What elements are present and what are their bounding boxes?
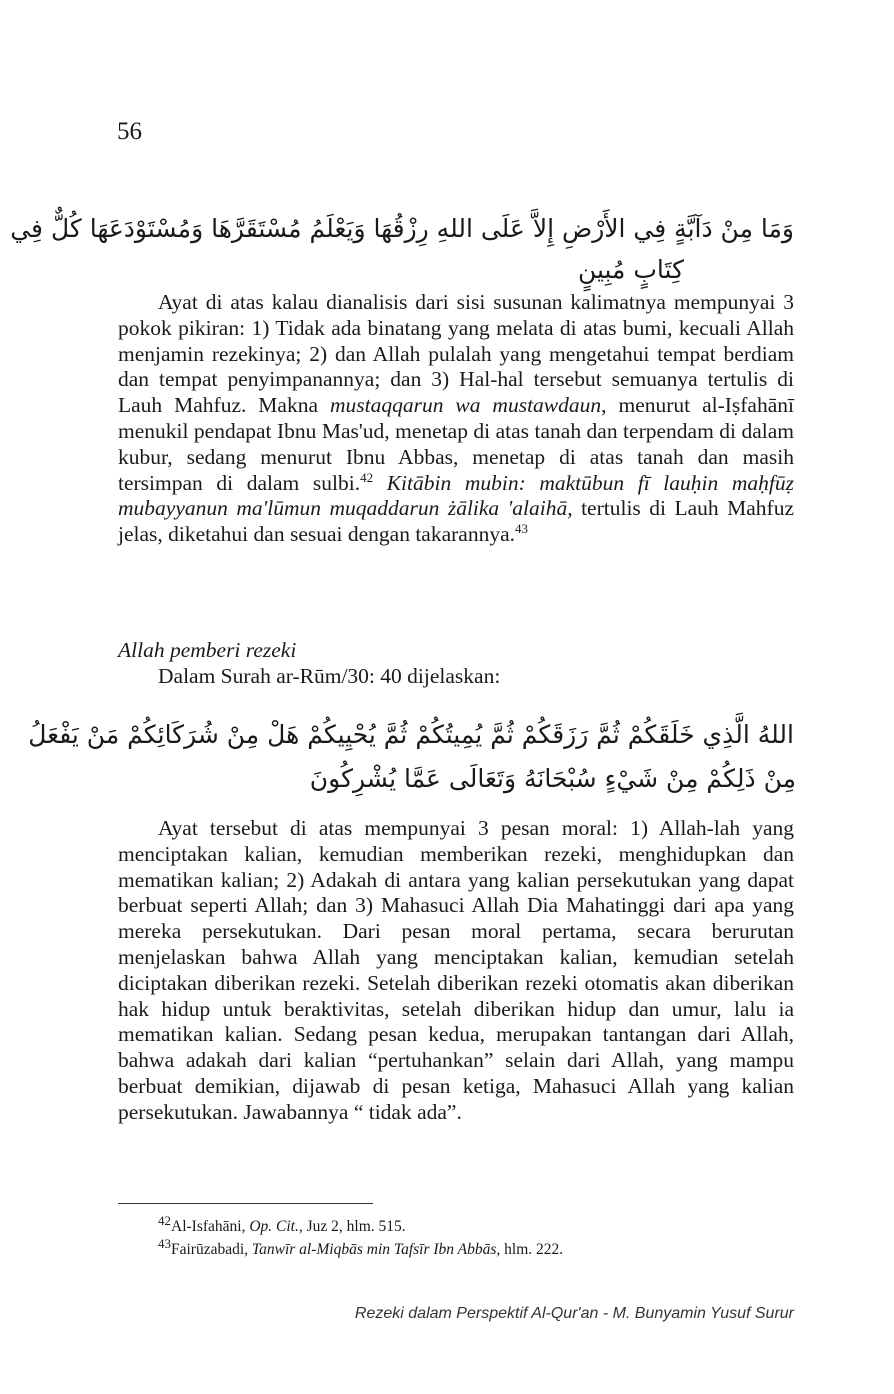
paragraph-1-text: Ayat di atas kalau dianalisis dari sisi susunan kalimatnya mempunyai 3 pokok pikiran: 1) Tidak ada binatang yang melata di atas bumi, kecuali Allah menjamin rezekinya; 2) dan Allah pulalah yang mengetahui tempat berdiam dan tempat penyimpanannya; dan 3) Hal-hal tersebut semuanya tertulis di Lauh Mahfuz. Makna	[118, 290, 794, 418]
footnote-43-citation: Tanwīr al-Miqbās min Tafsīr Ibn Abbās	[251, 1241, 497, 1258]
footnote-divider	[118, 1203, 373, 1204]
footnote-ref-43: 43	[515, 521, 529, 537]
footnote-ref-42: 42	[360, 469, 374, 485]
term-kitabin-mubin: Kitābin mubin: maktūbun fī lauḥin maḥfūẓ mubayyanun ma'lūmun muqaddarun żālika 'alaihā,	[118, 470, 794, 521]
footnote-number-43: 43	[158, 1235, 171, 1251]
arabic-verse-line-1: وَمَا مِنْ دَآبَّةٍ فِي الأَرْضِ إِلاَّ عَلَى اللهِ رِزْقُهَا وَيَعْلَمُ مُسْتَقَرَّهَا وَمُسْتَوْدَعَهَا كُلٌّ فِي	[10, 214, 794, 243]
footnote-42-text: Al-Isfahāni,	[171, 1218, 250, 1235]
paragraph-1-text-2: , menurut al-Iṣfahānī menukil pendapat Ibnu Mas'ud, menetap di atas tanah dan terpendam di dalam kubur, sedang menurut Ibnu Abbas, menetap di atas tanah dan masih tersimpan di dalam sulbi.	[118, 393, 794, 495]
section-heading: Allah pemberi rezeki	[118, 638, 297, 662]
footnote-42-page: , Juz 2, hlm. 515.	[298, 1218, 406, 1235]
paragraph-2-text: Ayat tersebut di atas mempunyai 3 pesan moral: 1) Allah-lah yang menciptakan kalian, kemudian memberikan rezeki, menghidupkan dan mematikan kalian; 2) Adakah di antara yang kalian persekutukan yang dapat berbuat seperti Allah; dan 3) Mahasuci Allah Dia Mahatinggi dari apa yang mereka persekutukan. Dari pesan moral pertama, secara berurutan menjelaskan bahwa Allah yang menciptakan kalian, kemudian setelah diciptakan diberikan rezeki. Setelah diberikan rezeki otomatis akan diberikan hak hidup untuk beraktivitas, setelah diberikan hidup dan umur, lalu ia mematikan kalian. Sedang pesan kedua, merupakan tantangan dari Allah, bahwa adakah dari kalian “pertuhankan” selain dari Allah, yang mampu berbuat demikian, dijawab di pesan ketiga, Mahasuci Allah yang kalian persekutukan. Jawabannya “ tidak ada”.	[118, 816, 794, 1124]
arabic-verse-2-line-1: اللهُ الَّذِي خَلَقَكُمْ ثُمَّ رَزَقَكُمْ ثُمَّ يُمِيتُكُمْ ثُمَّ يُحْيِيكُمْ هَلْ مِنْ شُرَكَائِكُمْ مَنْ يَفْعَلُ	[28, 720, 794, 749]
arabic-verse-line-2: كِتَابٍ مُبِينٍ	[577, 255, 684, 284]
paragraph-1	[118, 290, 794, 548]
surah-reference: Dalam Surah ar-Rūm/30: 40 dijelaskan:	[158, 664, 501, 688]
running-footer: Rezeki dalam Perspektif Al-Qur'an - M. Bunyamin Yusuf Surur	[354, 1305, 794, 1322]
footnote-42-citation: Op. Cit.	[249, 1218, 299, 1235]
footnote-43-page: , hlm. 222.	[496, 1241, 564, 1258]
footnote-42	[158, 1212, 406, 1236]
footnote-43	[158, 1235, 564, 1259]
paragraph-1-text-3: tertulis di Lauh Mahfuz jelas, diketahui dan sesuai dengan takarannya.	[118, 496, 794, 547]
page-number: 56	[117, 118, 142, 145]
paragraph-2	[118, 816, 794, 1126]
footnote-number-42: 42	[158, 1212, 171, 1228]
arabic-verse-2-line-2: مِنْ ذَلِكُمْ مِنْ شَيْءٍ سُبْحَانَهُ وَتَعَالَى عَمَّا يُشْرِكُونَ	[309, 764, 796, 793]
footnote-43-text: Fairūzabadi,	[171, 1241, 252, 1258]
term-mustaqqarun: mustaqqarun wa mustawdaun	[329, 393, 602, 418]
